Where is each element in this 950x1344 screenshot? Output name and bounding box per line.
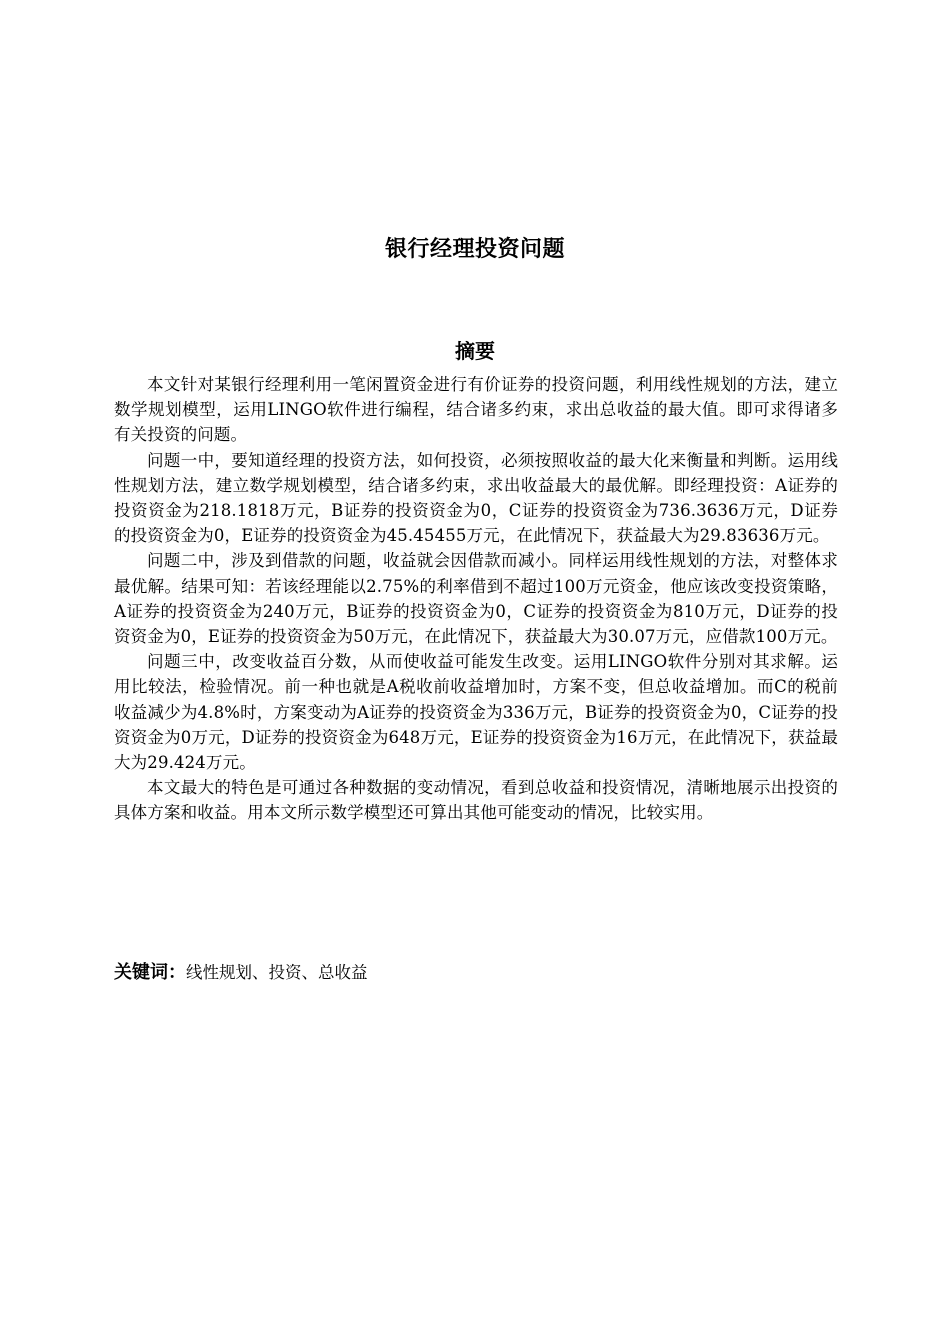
document-title: 银行经理投资问题 bbox=[384, 237, 565, 262]
abstract-paragraph: 问题一中，要知道经理的投资方法，如何投资，必须按照收益的最大化来衡量和判断。运用线性规划方法，建立数学规划模型，结合诸多约束，求出收益最大的最优解。即经理投资：A证券的投资资金为218.1818万元，B证券的投资资金为0，C证券的投资资金为736.3636万元，D证券的投资资金为0，E证券的投资资金为45.45455万元，在此情况下，获益最大为29.83636万元。 bbox=[114, 450, 838, 546]
abstract-paragraph: 本文最大的特色是可通过各种数据的变动情况，看到总收益和投资情况，清晰地展示出投资的具体方案和收益。用本文所示数学模型还可算出其他可能变动的情况，比较实用。 bbox=[114, 778, 838, 823]
abstract-body bbox=[114, 372, 838, 826]
abstract-paragraph: 本文针对某银行经理利用一笔闲置资金进行有价证券的投资问题，利用线性规划的方法，建立数学规划模型，运用LINGO软件进行编程，结合诸多约束，求出总收益的最大值。即可求得诸多有关投资的问题。 bbox=[114, 375, 838, 445]
keywords-value: 线性规划、投资、总收益 bbox=[186, 963, 368, 982]
abstract-paragraph: 问题二中，涉及到借款的问题，收益就会因借款而减小。同样运用线性规划的方法，对整体求最优解。结果可知：若该经理能以2.75%的利率借到不超过100万元资金，他应该改变投资策略，A证券的投资资金为240万元，B证券的投资资金为0，C证券的投资资金为810万元，D证券的投资资金为0，E证券的投资资金为50万元，在此情况下，获益最大为30.07万元，应借款100万元。 bbox=[114, 551, 838, 647]
keywords-line bbox=[114, 958, 838, 988]
abstract-paragraph: 问题三中，改变收益百分数，从而使收益可能发生改变。运用LINGO软件分别对其求解。运用比较法，检验情况。前一种也就是A税收前收益增加时，方案不变，但总收益增加。而C的税前收益减少为4.8%时，方案变动为A证券的投资资金为336万元，B证券的投资资金为0，C证券的投资资金为0万元，D证券的投资资金为648万元，E证券的投资资金为16万元，在此情况下，获益最大为29.424万元。 bbox=[114, 652, 838, 773]
keywords-label: 关键词： bbox=[114, 962, 186, 983]
abstract-heading: 摘要 bbox=[455, 339, 495, 363]
